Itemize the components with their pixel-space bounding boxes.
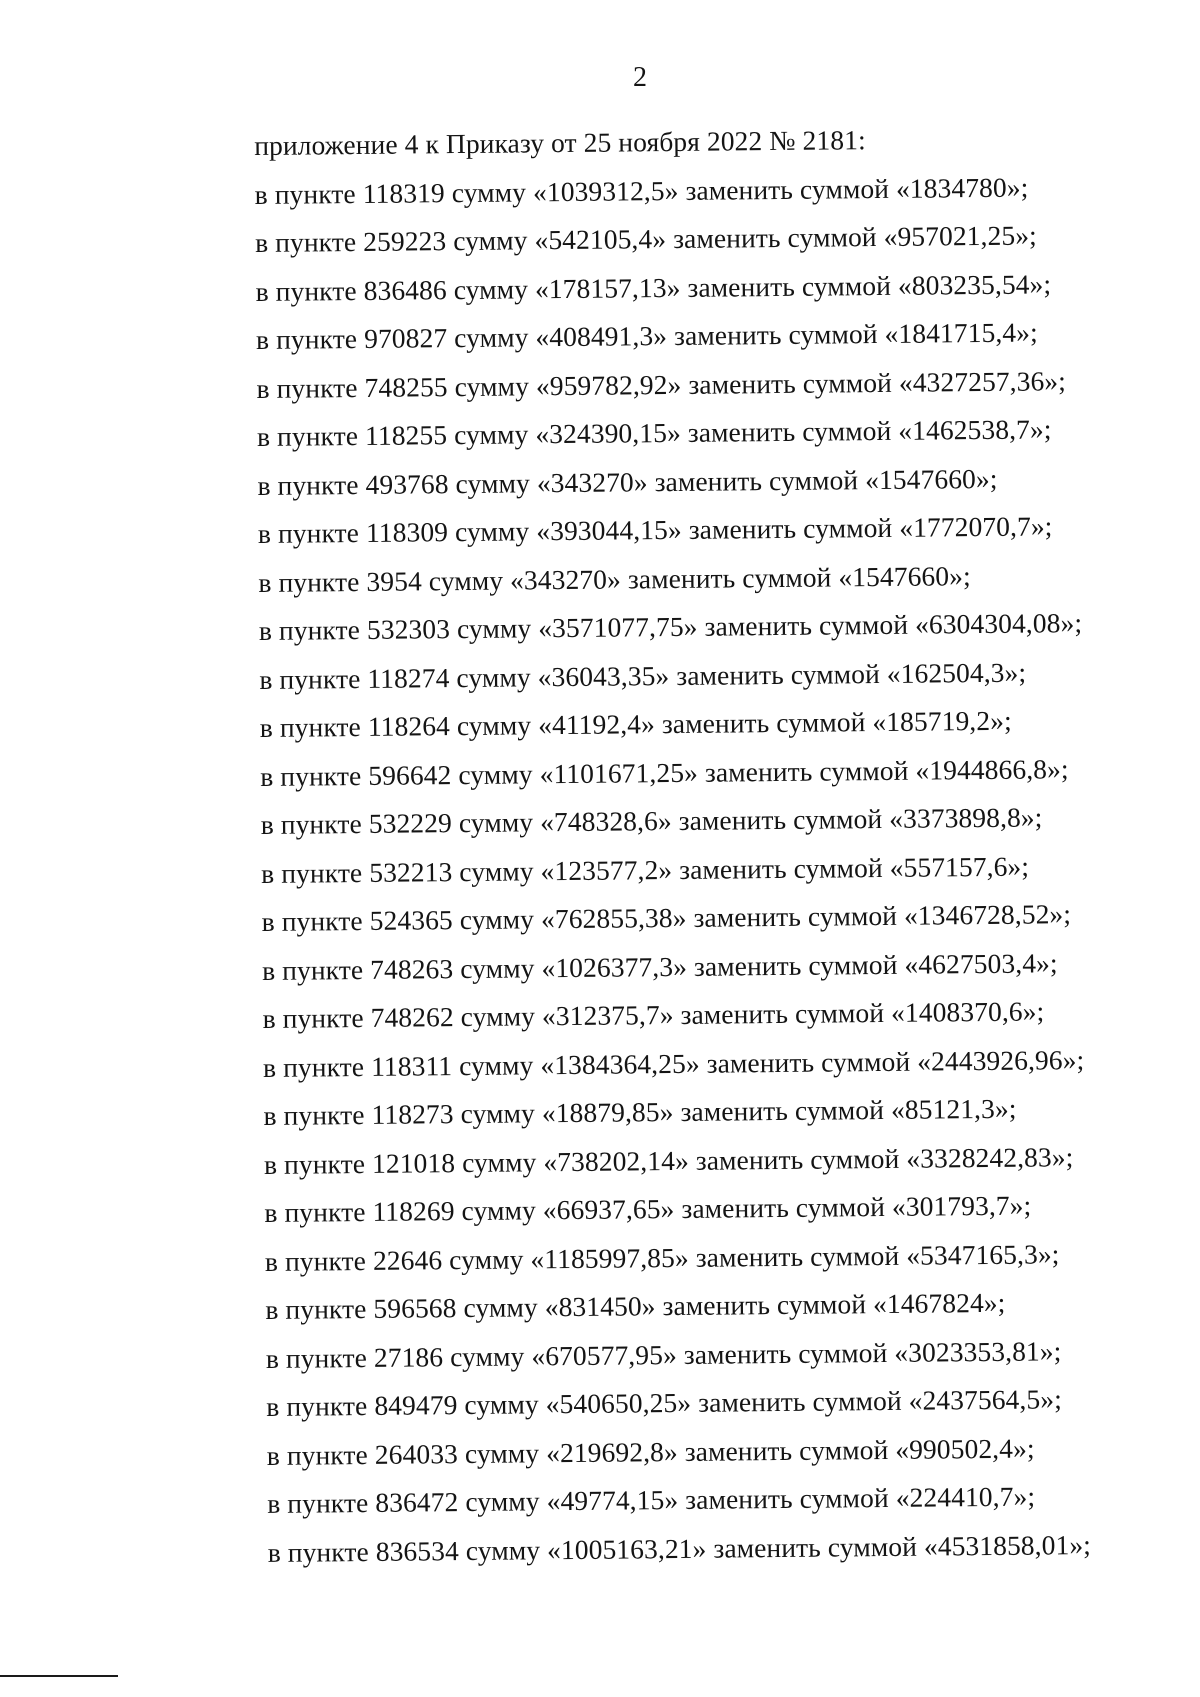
amendment-line: в пункте 596642 сумму «1101671,25» заменить суммой «1944866,8»; — [260, 752, 1069, 792]
amendment-line: в пункте 748262 сумму «312375,7» заменить суммой «1408370,6»; — [262, 995, 1045, 1034]
amendment-line: в пункте 118269 сумму «66937,65» заменить суммой «301793,7»; — [264, 1189, 1032, 1228]
amendment-line: в пункте 121018 сумму «738202,14» заменить суммой «3328242,83»; — [263, 1140, 1074, 1180]
amendment-line: в пункте 264033 сумму «219692,8» заменить суммой «990502,4»; — [266, 1432, 1035, 1471]
amendment-line: в пункте 970827 сумму «408491,3» заменить суммой «1841715,4»; — [255, 316, 1038, 355]
amendment-line: в пункте 836534 сумму «1005163,21» заменить суммой «4531858,01»; — [267, 1528, 1092, 1568]
amendment-line: в пункте 118309 сумму «393044,15» заменить суммой «1772070,7»; — [257, 510, 1053, 549]
document-heading: приложение 4 к Приказу от 25 ноября 2022 № 2181: — [254, 124, 866, 161]
amendment-line: в пункте 532229 сумму «748328,6» заменить суммой «3373898,8»; — [260, 801, 1043, 840]
amendment-line: в пункте 118319 сумму «1039312,5» заменить суммой «1834780»; — [254, 171, 1029, 210]
amendment-line: в пункте 118273 сумму «18879,85» заменить суммой «85121,3»; — [263, 1092, 1017, 1131]
amendment-line: в пункте 532303 сумму «3571077,75» заменить суммой «6304304,08»; — [258, 607, 1083, 646]
amendment-list — [254, 113, 1168, 1577]
amendment-line: в пункте 118311 сумму «1384364,25» заменить суммой «2443926,96»; — [262, 1043, 1085, 1083]
page-number: 2 — [633, 62, 647, 93]
amendment-line: в пункте 836486 сумму «178157,13» заменить суммой «803235,54»; — [255, 267, 1052, 307]
amendment-line: в пункте 118274 сумму «36043,35» заменить суммой «162504,3»; — [259, 656, 1027, 695]
amendment-line: в пункте 532213 сумму «123577,2» заменить суммой «557157,6»; — [261, 850, 1030, 889]
amendment-line: в пункте 259223 сумму «542105,4» заменить суммой «957021,25»; — [255, 219, 1037, 258]
amendment-line: в пункте 27186 сумму «670577,95» заменить суммой «3023353,81»; — [265, 1334, 1062, 1374]
amendment-line: в пункте 748263 сумму «1026377,3» заменить суммой «4627503,4»; — [261, 946, 1058, 986]
amendment-line: в пункте 836472 сумму «49774,15» заменить суммой «224410,7»; — [267, 1480, 1036, 1519]
amendment-line: в пункте 493768 сумму «343270» заменить суммой «1547660»; — [257, 462, 998, 501]
amendment-line: в пункте 849479 сумму «540650,25» заменить суммой «2437564,5»; — [266, 1383, 1063, 1422]
amendment-line: в пункте 118264 сумму «41192,4» заменить суммой «185719,2»; — [259, 704, 1012, 743]
footer-rule — [0, 1675, 118, 1677]
amendment-line: в пункте 22646 сумму «1185997,85» заменить суммой «5347165,3»; — [264, 1237, 1060, 1277]
amendment-line: в пункте 3954 сумму «343270» заменить суммой «1547660»; — [258, 559, 971, 598]
amendment-line: в пункте 118255 сумму «324390,15» заменить суммой «1462538,7»; — [256, 413, 1052, 452]
amendment-line: в пункте 748255 сумму «959782,92» заменить суммой «4327257,36»; — [256, 364, 1067, 404]
amendment-line: в пункте 524365 сумму «762855,38» заменить суммой «1346728,52»; — [261, 898, 1072, 937]
amendment-line: в пункте 596568 сумму «831450» заменить суммой «1467824»; — [265, 1286, 1006, 1325]
